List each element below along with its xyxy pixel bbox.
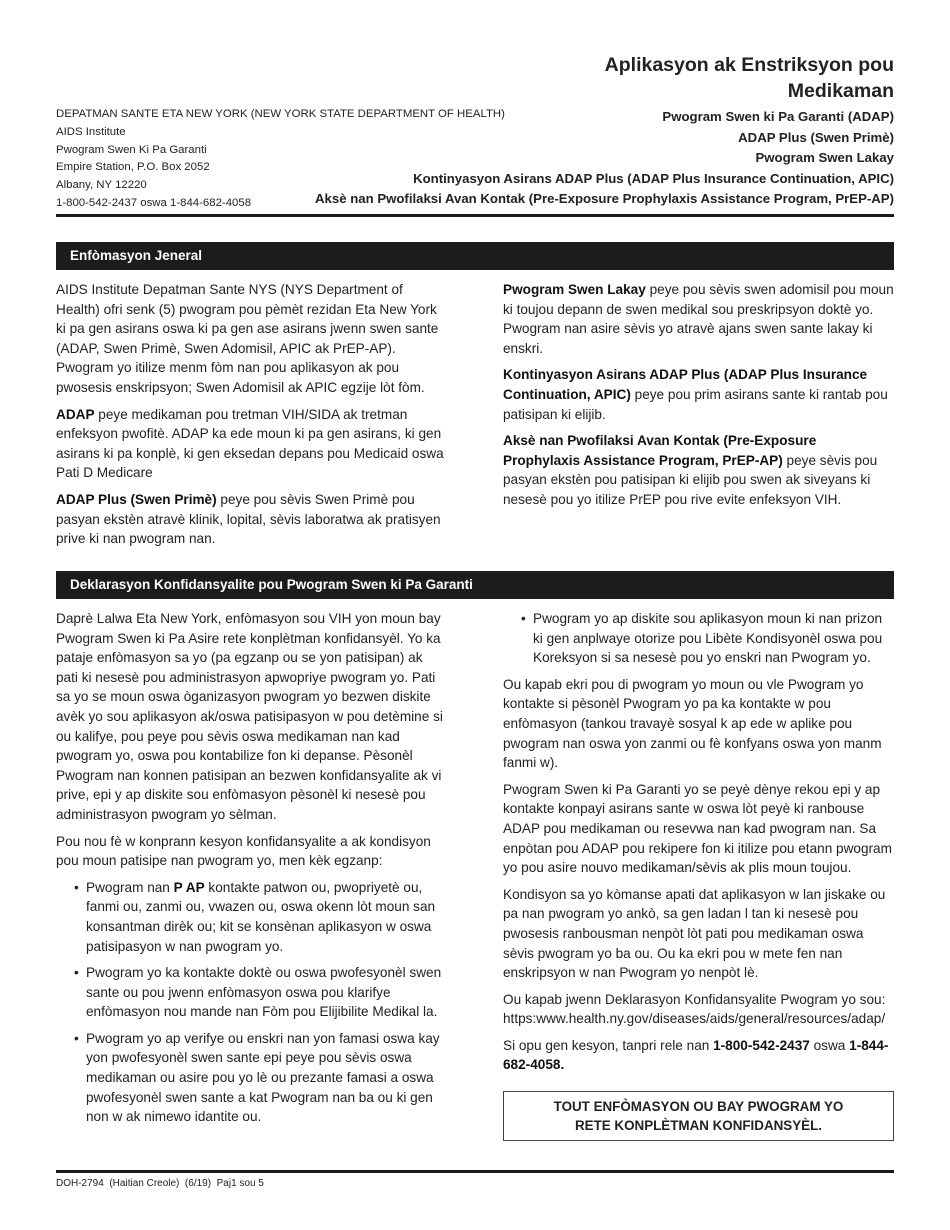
section-heading-general: Enfòmasyon Jeneral [56,242,894,270]
adap-plus-paragraph: ADAP Plus (Swen Primè) peye pou sèvis Swen Primè pou pasyan ekstèn atravè klinik, lopital, sèvis laboratwa ak pratisyen prive ki nan pwogram nan. [56,491,441,547]
list-item: • Pwogram yo ka kontakte doktè ou oswa pwofesyonèl swen sante ou pou jwenn enfòmasyon oswa pou klarifye enfòmasyon nou mande nan Fòm pou Elijibilite Medikal la. [56,963,448,1022]
section-heading-confidentiality: Deklarasyon Konfidansyalite pou Pwogram Swen ki Pa Garanti [56,571,894,599]
confidentiality-right-column [503,609,894,1082]
confidentiality-notice-box [503,1091,894,1141]
general-info-left-column [56,280,448,556]
home-care-paragraph: Pwogram Swen Lakay peye pou sèvis swen adomisil pou moun ki toujou depann de swen medikal sou preskripsyon doktè yo. Pwogram nan asire sèvis yo atravè ajans swen sante lakay ki enskri. [503,282,894,356]
confidentiality-paragraph: Daprè Lalwa Eta New York, enfòmasyon sou VIH yon moun bay Pwogram Swen ki Pa Asire rete konplètman konfidansyèl. Yo ka pataje enfòmasyon sa yo (pa egzanp ou se yon patisipan) ak pati ki nesesè pou administrasyon apwopriye pwogram yo. Pati sa yo se moun oswa òganizasyon pwogram yo bezwen diskite avèk yo sou aplikasyon ak/oswa patisipasyon w pou detèmine si ou kalifye, pou peye pou sèvis oswa medikaman nan kad pwogram yo, oswa pou kontabilize fon ki depanse. Pèsonèl Pwogram nan konnen patisipan an bezwen konfidansyalite ak vi prive, epi y ap diskite sou enfòmasyon pèsonèl ki nesesè pou administrasyon pwogram yo sèlman. [56,611,443,822]
phone-paragraph: Si opu gen kesyon, tanpri rele nan 1-800-542-2437 oswa 1-844-682-4058. [503,1037,889,1073]
apic-paragraph: Kontinyasyon Asirans ADAP Plus (ADAP Plus Insurance Continuation, APIC) peye pou prim asirans sante ki rantab pou patisipan ki elijib. [503,367,888,422]
general-info-right-column [503,280,894,517]
payer-paragraph: Pwogram Swen ki Pa Garanti yo se peyè dènye rekou epi y ap kontakte konpayi asirans sante w oswa lòt peyè ki ranbouse ADAP pou medikaman ou resevwa nan kad pwogram nan. Sa enpòtan pou ADAP pou rekipere fon ki itilize pou etann pwogram yo pou asire nouvo medikaman/sèvis ak plis moun toujou. [503,781,892,876]
program-list [315,107,894,210]
notice-line: RETE KONPLÈTMAN KONFIDANSYÈL. [575,1118,822,1133]
page-title: Aplikasyon ak Enstriksyon pou Medikaman [604,54,894,102]
header-divider [56,214,894,217]
list-item: • Pwogram yo ap verifye ou enskri nan yon famasi oswa kay yon pwofesyonèl swen sante epi peye pou sèvis oswa medikaman ou asire pou yo lè ou prezante famasi a oswa pwofesyonèl swen sante a kat Pwogram nan ba ou ki gen non w ak nimewo idantite ou. [56,1029,448,1127]
statement-link-paragraph: Ou kapab jwenn Deklarasyon Konfidansyalite Pwogram yo sou: https:www.health.ny.gov/diseases/aids/general/resources/adap/ [503,991,886,1027]
notice-line: TOUT ENFÒMASYON OU BAY PWOGRAM YO [553,1099,844,1114]
document-titles [315,52,894,210]
list-item: • Pwogram nan P AP kontakte patwon ou, pwopriyetè ou, fanmi ou, zanmi ou, vwazen ou, oswa okenn lòt moun san konsantman dirèk ou; kit se konsènan aplikasyon w oswa patisipasyon w nan pwogram yo. [56,878,448,956]
confidentiality-left-column [56,609,448,1134]
address-line: DEPATMAN SANTE ETA NEW YORK (NEW YORK STATE DEPARTMENT OF HEALTH) [56,108,505,120]
examples-list [56,878,448,1127]
address-line: Pwogram Swen Ki Pa Garanti [56,143,207,156]
program-name: Aksè nan Pwofilaksi Avan Kontak (Pre-Exposure Prophylaxis Assistance Program, PrEP-AP) [315,191,894,206]
program-name: ADAP Plus (Swen Primè) [738,129,894,145]
examples-list-continued [503,609,894,668]
address-line: AIDS Institute [56,125,126,138]
page-header [56,52,894,212]
program-name: Pwogram Swen ki Pa Garanti (ADAP) [662,109,894,124]
intro-paragraph: AIDS Institute Depatman Sante NYS (NYS Department of Health) ofri senk (5) pwogram pou pèmèt rezidan Eta New York ki pa gen asirans oswa ki pa gen ase asirans jwenn swen sante (ADAP, Swen Primè, Swen Adomisil, APIC ak PrEP-AP). Pwogram yo itilize menm fòm nan pou aplikasyon ak pou pwosesis enskripsyon; Swen Adomisil ak APIC egzije lòt fòm. [56,282,439,395]
list-item: • Pwogram yo ap diskite sou aplikasyon moun ki nan prizon ki gen anplwaye otorize pou Libète Kondisyonèl oswa pou Koreksyon si sa nesesè pou yo enskri nan Pwogram yo. [503,609,894,668]
form-footer: DOH-2794 (Haitian Creole) (6/19) Paj1 sou 5 [56,1178,264,1189]
adap-paragraph: ADAP peye medikaman pou tretman VIH/SIDA ak tretman enfeksyon pwofitè. ADAP ka ede moun ki pa gen asirans, ki gen asirans ki pa konplè, ki gen eksedan depans pou Medicaid oswa Pati D Medicare [56,406,444,481]
address-line: 1-800-542-2437 oswa 1-844-682-4058 [56,196,252,209]
prep-ap-paragraph: Aksè nan Pwofilaksi Avan Kontak (Pre-Exposure Prophylaxis Assistance Program, PrEP-AP) peye sèvis pou pasyan ekstèn pou patisipan ki elijib pou swen ak siveyans ki nesesè pou yo itilize PrEP pou rive evite enfeksyon VIH. [503,433,878,507]
conditions-paragraph: Kondisyon sa yo kòmanse apati dat aplikasyon w lan jiskake ou pa nan pwogram yo ankò, sa gen ladan l tan ki nesesè pou pwosesis ranbousman nenpòt lòt pati pou medikaman oswa sèvis pwogram yo ba ou. Ou ka ekri pou w mete fen nan enskripsyon w nan Pwogram yo nenpòt lè. [503,886,886,981]
program-name: Kontinyasyon Asirans ADAP Plus (ADAP Plus Insurance Continuation, APIC) [413,170,894,186]
contact-paragraph: Ou kapab ekri pou di pwogram yo moun ou vle Pwogram yo kontakte si pèsonèl Pwogram yo pa ka kontakte w pou enfòmasyon (tankou travayè sosyal k ap ede w aplike pou pwogram nan oswa yon zanmi ou fè konfyans oswa yon manm fanmi w). [503,676,882,771]
footer-divider [56,1170,894,1173]
address-line: Empire Station, P.O. Box 2052 [56,161,210,174]
address-line: Albany, NY 12220 [56,179,147,192]
program-name: Pwogram Swen Lakay [755,150,894,165]
examples-intro: Pou nou fè w konprann kesyon konfidansyalite a ak kondisyon pou moun patisipe nan pwogram yo, men kèk egzanp: [56,833,431,869]
